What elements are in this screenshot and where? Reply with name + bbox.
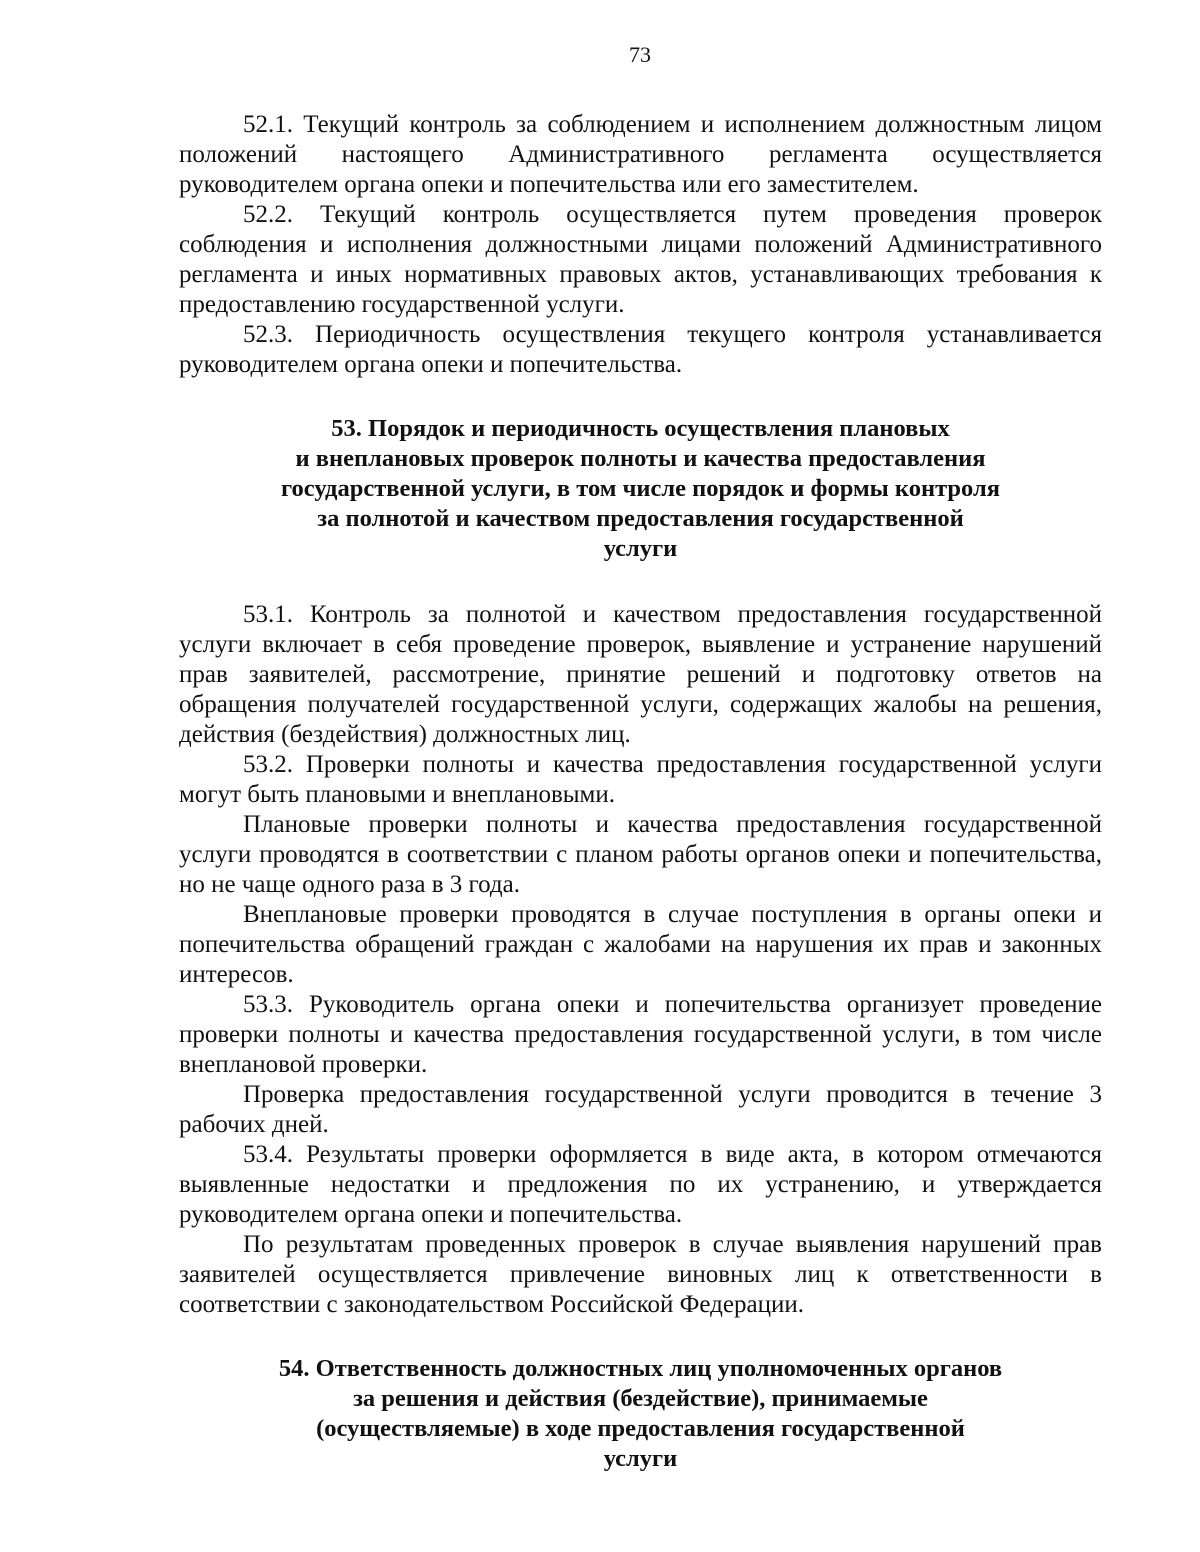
paragraph-check-results: По результатам проведенных проверок в случае выявления нарушений прав заявителей осуществляется привлечение виновных лиц к ответственности в соответствии с законодательством Российской Федерации. [179, 1231, 1102, 1318]
heading-line: государственной услуги, в том числе порядок и формы контроля [281, 475, 1000, 502]
paragraph-53-4: 53.4. Результаты проверки оформляется в виде акта, в котором отмечаются выявленные недостатки и предложения по их устранению, и утверждается руководителем органа опеки и попечительства. [179, 1141, 1102, 1228]
paragraph-check-duration: Проверка предоставления государственной услуги проводится в течение 3 рабочих дней. [179, 1081, 1102, 1138]
heading-line: 54. Ответственность должностных лиц уполномоченных органов [278, 1355, 1003, 1382]
paragraph-unplanned-checks: Внеплановые проверки проводятся в случае поступления в органы опеки и попечительства обращений граждан с жалобами на нарушения их прав и законных интересов. [179, 901, 1102, 988]
paragraph-planned-checks: Плановые проверки полноты и качества предоставления государственной услуги проводятся в соответствии с планом работы органов опеки и попечительства, но не чаще одного раза в 3 года. [179, 811, 1102, 898]
page-number: 73 [629, 42, 651, 67]
paragraph-52-2: 52.2. Текущий контроль осуществляется путем проведения проверок соблюдения и исполнения должностными лицами положений Административного регламента и иных нормативных правовых актов, устанавливающих требования к предоставлению государственной услуги. [179, 201, 1102, 318]
document-body [179, 110, 1102, 1474]
section-heading-53 [179, 414, 1102, 564]
paragraph-53-2: 53.2. Проверки полноты и качества предоставления государственной услуги могут быть плановыми и внеплановыми. [179, 751, 1102, 808]
heading-line: услуги [603, 535, 678, 562]
heading-line: за решения и действия (бездействие), принимаемые [353, 1385, 928, 1412]
heading-line: 53. Порядок и периодичность осуществления плановых [331, 415, 950, 442]
paragraph-53-3: 53.3. Руководитель органа опеки и попечительства организует проведение проверки полноты и качества предоставления государственной услуги, в том числе внеплановой проверки. [179, 991, 1102, 1078]
heading-line: и внеплановых проверок полноты и качества предоставления [295, 445, 986, 472]
heading-line: услуги [603, 1445, 678, 1472]
paragraph-52-1: 52.1. Текущий контроль за соблюдением и исполнением должностным лицом положений настоящего Административного регламента осуществляется руководителем органа опеки и попечительства или его заместителем. [179, 111, 1102, 198]
paragraph-53-1: 53.1. Контроль за полнотой и качеством предоставления государственной услуги включает в себя проведение проверок, выявление и устранение нарушений прав заявителей, рассмотрение, принятие решений и подготовку ответов на обращения получателей государственной услуги, содержащих жалобы на решения, действия (бездействия) должностных лиц. [179, 601, 1102, 748]
heading-line: за полнотой и качеством предоставления государственной [317, 505, 964, 532]
heading-line: (осуществляемые) в ходе предоставления государственной [316, 1415, 965, 1442]
section-heading-54 [179, 1354, 1102, 1474]
paragraph-52-3: 52.3. Периодичность осуществления текущего контроля устанавливается руководителем органа опеки и попечительства. [179, 321, 1102, 378]
